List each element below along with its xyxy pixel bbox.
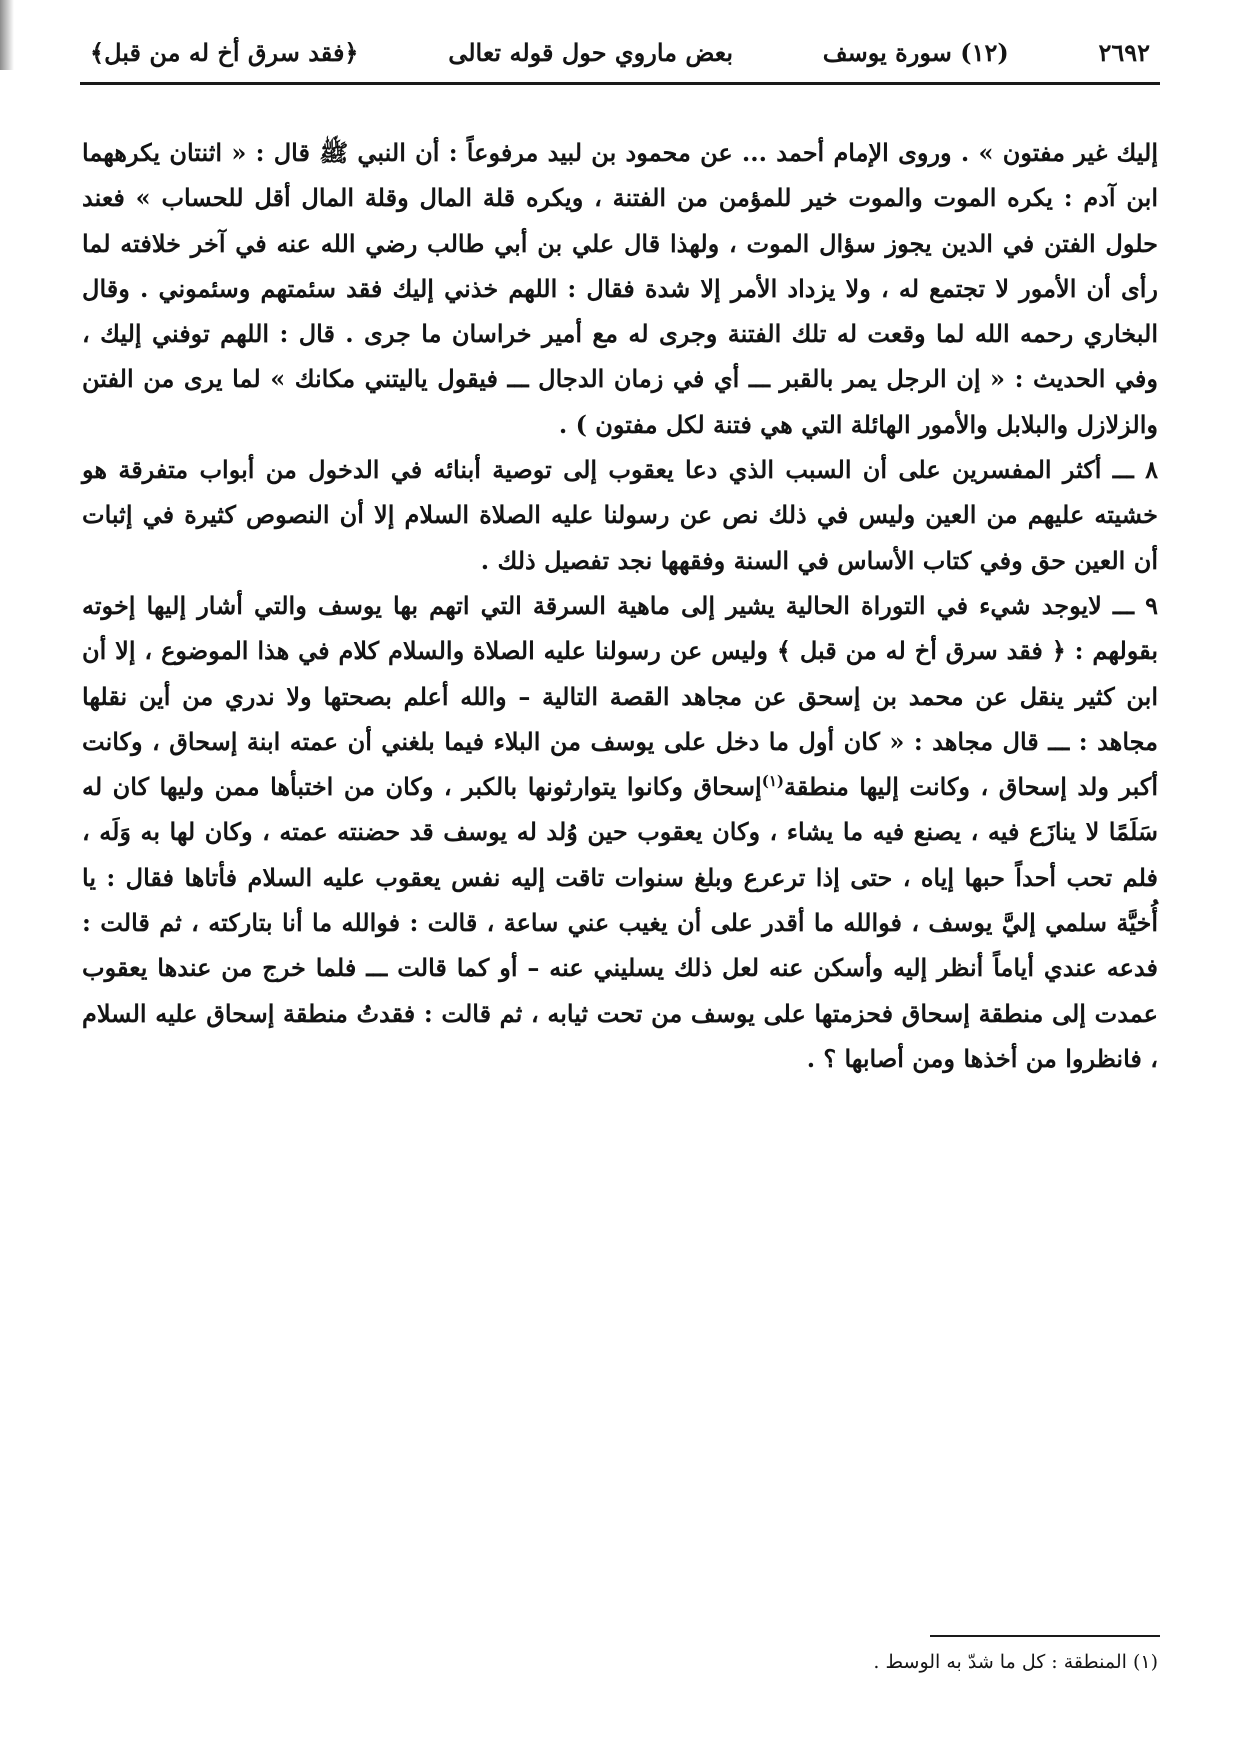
footnote-rule: [930, 1635, 1160, 1637]
footnote-reference[interactable]: (١): [761, 772, 784, 791]
page-number: ٢٦٩٢: [1098, 37, 1150, 67]
header-rule: [80, 82, 1160, 85]
running-header: [90, 28, 1150, 76]
header-verse: ﴿فقد سرق أخ له من قبل﴾: [90, 37, 359, 67]
surah-title: (١٢) سورة يوسف: [822, 37, 1009, 67]
paragraph-9-text-continued: إسحاق وكانوا يتوارثونها بالكبر ، وكان من اختبأها ممن وليها كان له سَلَمًا لا ينازَع فيه ، يصنع فيه ما يشاء ، وكان يعقوب حين وُلد له يوسف قد حضنته عمته ، وكان لها به وَلَه ، فلم تحب أحداً حبها إياه ، حتى إذا ترعرع وبلغ سنوات تاقت إليه نفس يعقوب عليه السلام فأتاها فقال : يا أُخيَّة سلمي إليَّ يوسف ، فوالله ما أقدر على أن يغيب عني ساعة ، قالت : فوالله ما أنا بتاركته ، ثم قالت : فدعه عندي أياماً أنظر إليه وأسكن عنه لعل ذلك يسليني عنه – أو كما قالت ـــ فلما خرج من عندها يعقوب عمدت إلى منطقة إسحاق فحزمتها على يوسف من تحت ثيابه ، ثم قالت : فقدتُ منطقة إسحاق عليه السلام ، فانظروا من أخذها ومن أصابها ؟ .: [82, 772, 1159, 1073]
paragraph-continuation: إليك غير مفتون » . وروى الإمام أحمد ... عن محمود بن لبيد مرفوعاً : أن النبي ﷺ قال : « اثنتان يكرههما ابن آدم : يكره الموت والموت خير للمؤمن من الفتنة ، ويكره قلة المال وقلة المال أقل للحساب » فعند حلول الفتن في الدين يجوز سؤال الموت ، ولهذا قال علي بن أبي طالب رضي الله عنه في آخر خلافته لما رأى أن الأمور لا تجتمع له ، ولا يزداد الأمر إلا شدة فقال : اللهم خذني إليك فقد سئمتهم وسئموني . وقال البخاري رحمه الله لما وقعت له تلك الفتنة وجرى له مع أمير خراسان ما جرى . قال : اللهم توفني إليك ، وفي الحديث : « إن الرجل يمر بالقبر ـــ أي في زمان الدجال ـــ فيقول ياليتني مكانك » لما يرى من الفتن والزلازل والبلابل والأمور الهائلة التي هي فتنة لكل مفتون ) .: [82, 138, 1159, 439]
header-topic: بعض ماروي حول قوله تعالى: [448, 37, 734, 67]
paragraph-9-text: ٩ ـــ لايوجد شيء في التوراة الحالية يشير إلى ماهية السرقة التي اتهم بها يوسف والتي أشار إليها إخوته بقولهم : ﴿ فقد سرق أخ له من قبل ﴾ وليس عن رسولنا عليه الصلاة والسلام كلام في هذا الموضوع ، إلا أن ابن كثير ينقل عن محمد بن إسحق عن مجاهد القصة التالية – والله أعلم بصحتها ولا ندري من أين نقلها مجاهد : ـــ قال مجاهد : « كان أول ما دخل على يوسف من البلاء فيما بلغني أن عمته ابنة إسحاق ، وكانت أكبر ولد إسحاق ، وكانت إليها منطقة: [82, 590, 1159, 802]
main-text: [82, 130, 1158, 1081]
paragraph-9: [82, 583, 1158, 1081]
footnote: (١) المنطقة : كل ما شدّ به الوسط .: [873, 1651, 1158, 1673]
paragraph-8: ٨ ـــ أكثر المفسرين على أن السبب الذي دعا يعقوب إلى توصية أبنائه في الدخول من أبواب متفرقة هو خشيته عليهم من العين وليس في ذلك نص عن رسولنا عليه الصلاة السلام إلا أن النصوص كثيرة في إثبات أن العين حق وفي كتاب الأساس في السنة وفقهها نجد تفصيل ذلك .: [82, 455, 1158, 575]
scan-edge-mark: [0, 0, 14, 70]
